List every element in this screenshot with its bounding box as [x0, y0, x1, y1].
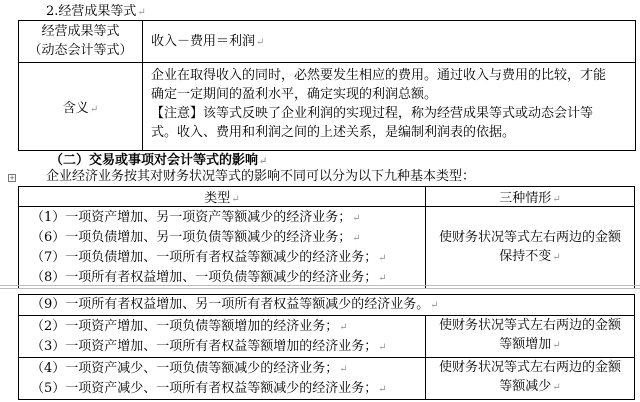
group3-case-cell — [426, 358, 635, 400]
row9-cell — [19, 295, 635, 316]
paragraph-mark-icon: ↵ — [552, 194, 561, 205]
transaction-types-table — [18, 186, 635, 289]
header-type-label: 类型 — [204, 191, 231, 206]
paragraph-mark-icon: ↵ — [137, 7, 146, 18]
section-heading-text: （二）交易或事项对会计等式的影响 — [50, 153, 259, 168]
meaning-line: 式。收入、费用和利润之间的上述关系，是编制利润表的依据。 — [151, 125, 516, 140]
equation-label-line2: （动态会计等式） — [28, 43, 133, 58]
section-heading-operating-results — [46, 4, 146, 21]
meaning-text-cell — [143, 63, 636, 151]
transaction-types-table-continued — [18, 294, 635, 400]
heading-text: 2.经营成果等式 — [46, 4, 137, 19]
meaning-line: 企业在取得收入的同时，必然要发生相应的费用。通过收入与费用的比较，才能 — [151, 68, 607, 83]
equation-label-line1: 经营成果等式 — [41, 24, 120, 39]
header-type-cell — [19, 187, 426, 207]
header-cases-label: 三种情形 — [499, 191, 552, 206]
group3-items-cell — [19, 358, 426, 400]
meaning-label-cell — [19, 63, 143, 151]
equation-value-cell — [143, 21, 636, 63]
paragraph-mark-icon: ↵ — [430, 300, 439, 311]
row9-text: （9）一项所有者权益增加、另一项所有者权益等额减少的经济业务。 — [31, 297, 430, 312]
meaning-line: 【注意】该等式反映了企业利润的实现过程，称为经营成果等式或动态会计等 — [151, 106, 594, 121]
meaning-line: 确定一定期间的盈利水平，确定实现的利润总额。 — [151, 87, 438, 102]
case-line: 使财务状况等式左右两边的金额 — [438, 318, 621, 333]
group2-items-cell — [19, 316, 426, 358]
list-item: （1）一项资产增加、另一项资产等额减少的经济业务；↵ — [31, 210, 361, 225]
case-line: 使财务状况等式左右两边的金额 — [438, 230, 621, 245]
paragraph-mark-icon: ↵ — [89, 104, 99, 115]
paragraph-mark-icon: ↵ — [231, 194, 240, 205]
page-break-line — [0, 285, 640, 286]
paragraph-mark-icon: ↵ — [259, 156, 268, 167]
list-item: （5）一项资产减少、一项所有者权益等额减少的经济业务；↵ — [31, 381, 387, 396]
equation-value: 收入－费用＝利润 — [151, 33, 256, 49]
group2-case-cell — [426, 316, 635, 358]
intro-paragraph — [46, 169, 475, 185]
page-break-line — [0, 288, 640, 289]
intro-text: 企业经济业务按其对财务状况等式的影响不同可以分为以下九种基本类型： — [46, 169, 476, 184]
section-heading-transactions — [50, 153, 267, 170]
group1-case-cell — [426, 207, 635, 289]
meaning-label: 含义 — [62, 101, 89, 116]
list-item: （2）一项资产增加、一项负债等额增加的经济业务；↵ — [31, 319, 348, 334]
equation-label-cell — [19, 21, 143, 63]
case-line: 使财务状况等式左右两边的金额 — [438, 360, 621, 375]
list-item: （7）一项负债增加、一项所有者权益等额减少的经济业务；↵ — [31, 250, 387, 265]
list-item: （6）一项负债增加、另一项负债等额减少的经济业务；↵ — [31, 230, 361, 245]
header-cases-cell — [426, 187, 635, 207]
table-move-handle-icon[interactable]: + — [9, 174, 15, 182]
list-item: （4）一项资产减少、一项负债等额减少的经济业务；↵ — [31, 361, 348, 376]
list-item: （8）一项所有者权益增加、一项负债等额减少的经济业务；↵ — [31, 270, 387, 285]
case-line: 等额减少↵ — [499, 379, 561, 394]
case-line: 保持不变↵ — [499, 249, 561, 264]
list-item: （3）一项资产增加、一项所有者权益等额增加的经济业务；↵ — [31, 339, 387, 354]
paragraph-mark-icon: ↵ — [256, 36, 265, 48]
group1-items-cell — [19, 207, 426, 289]
case-line: 等额增加↵ — [499, 337, 561, 352]
equation-table — [18, 20, 636, 151]
